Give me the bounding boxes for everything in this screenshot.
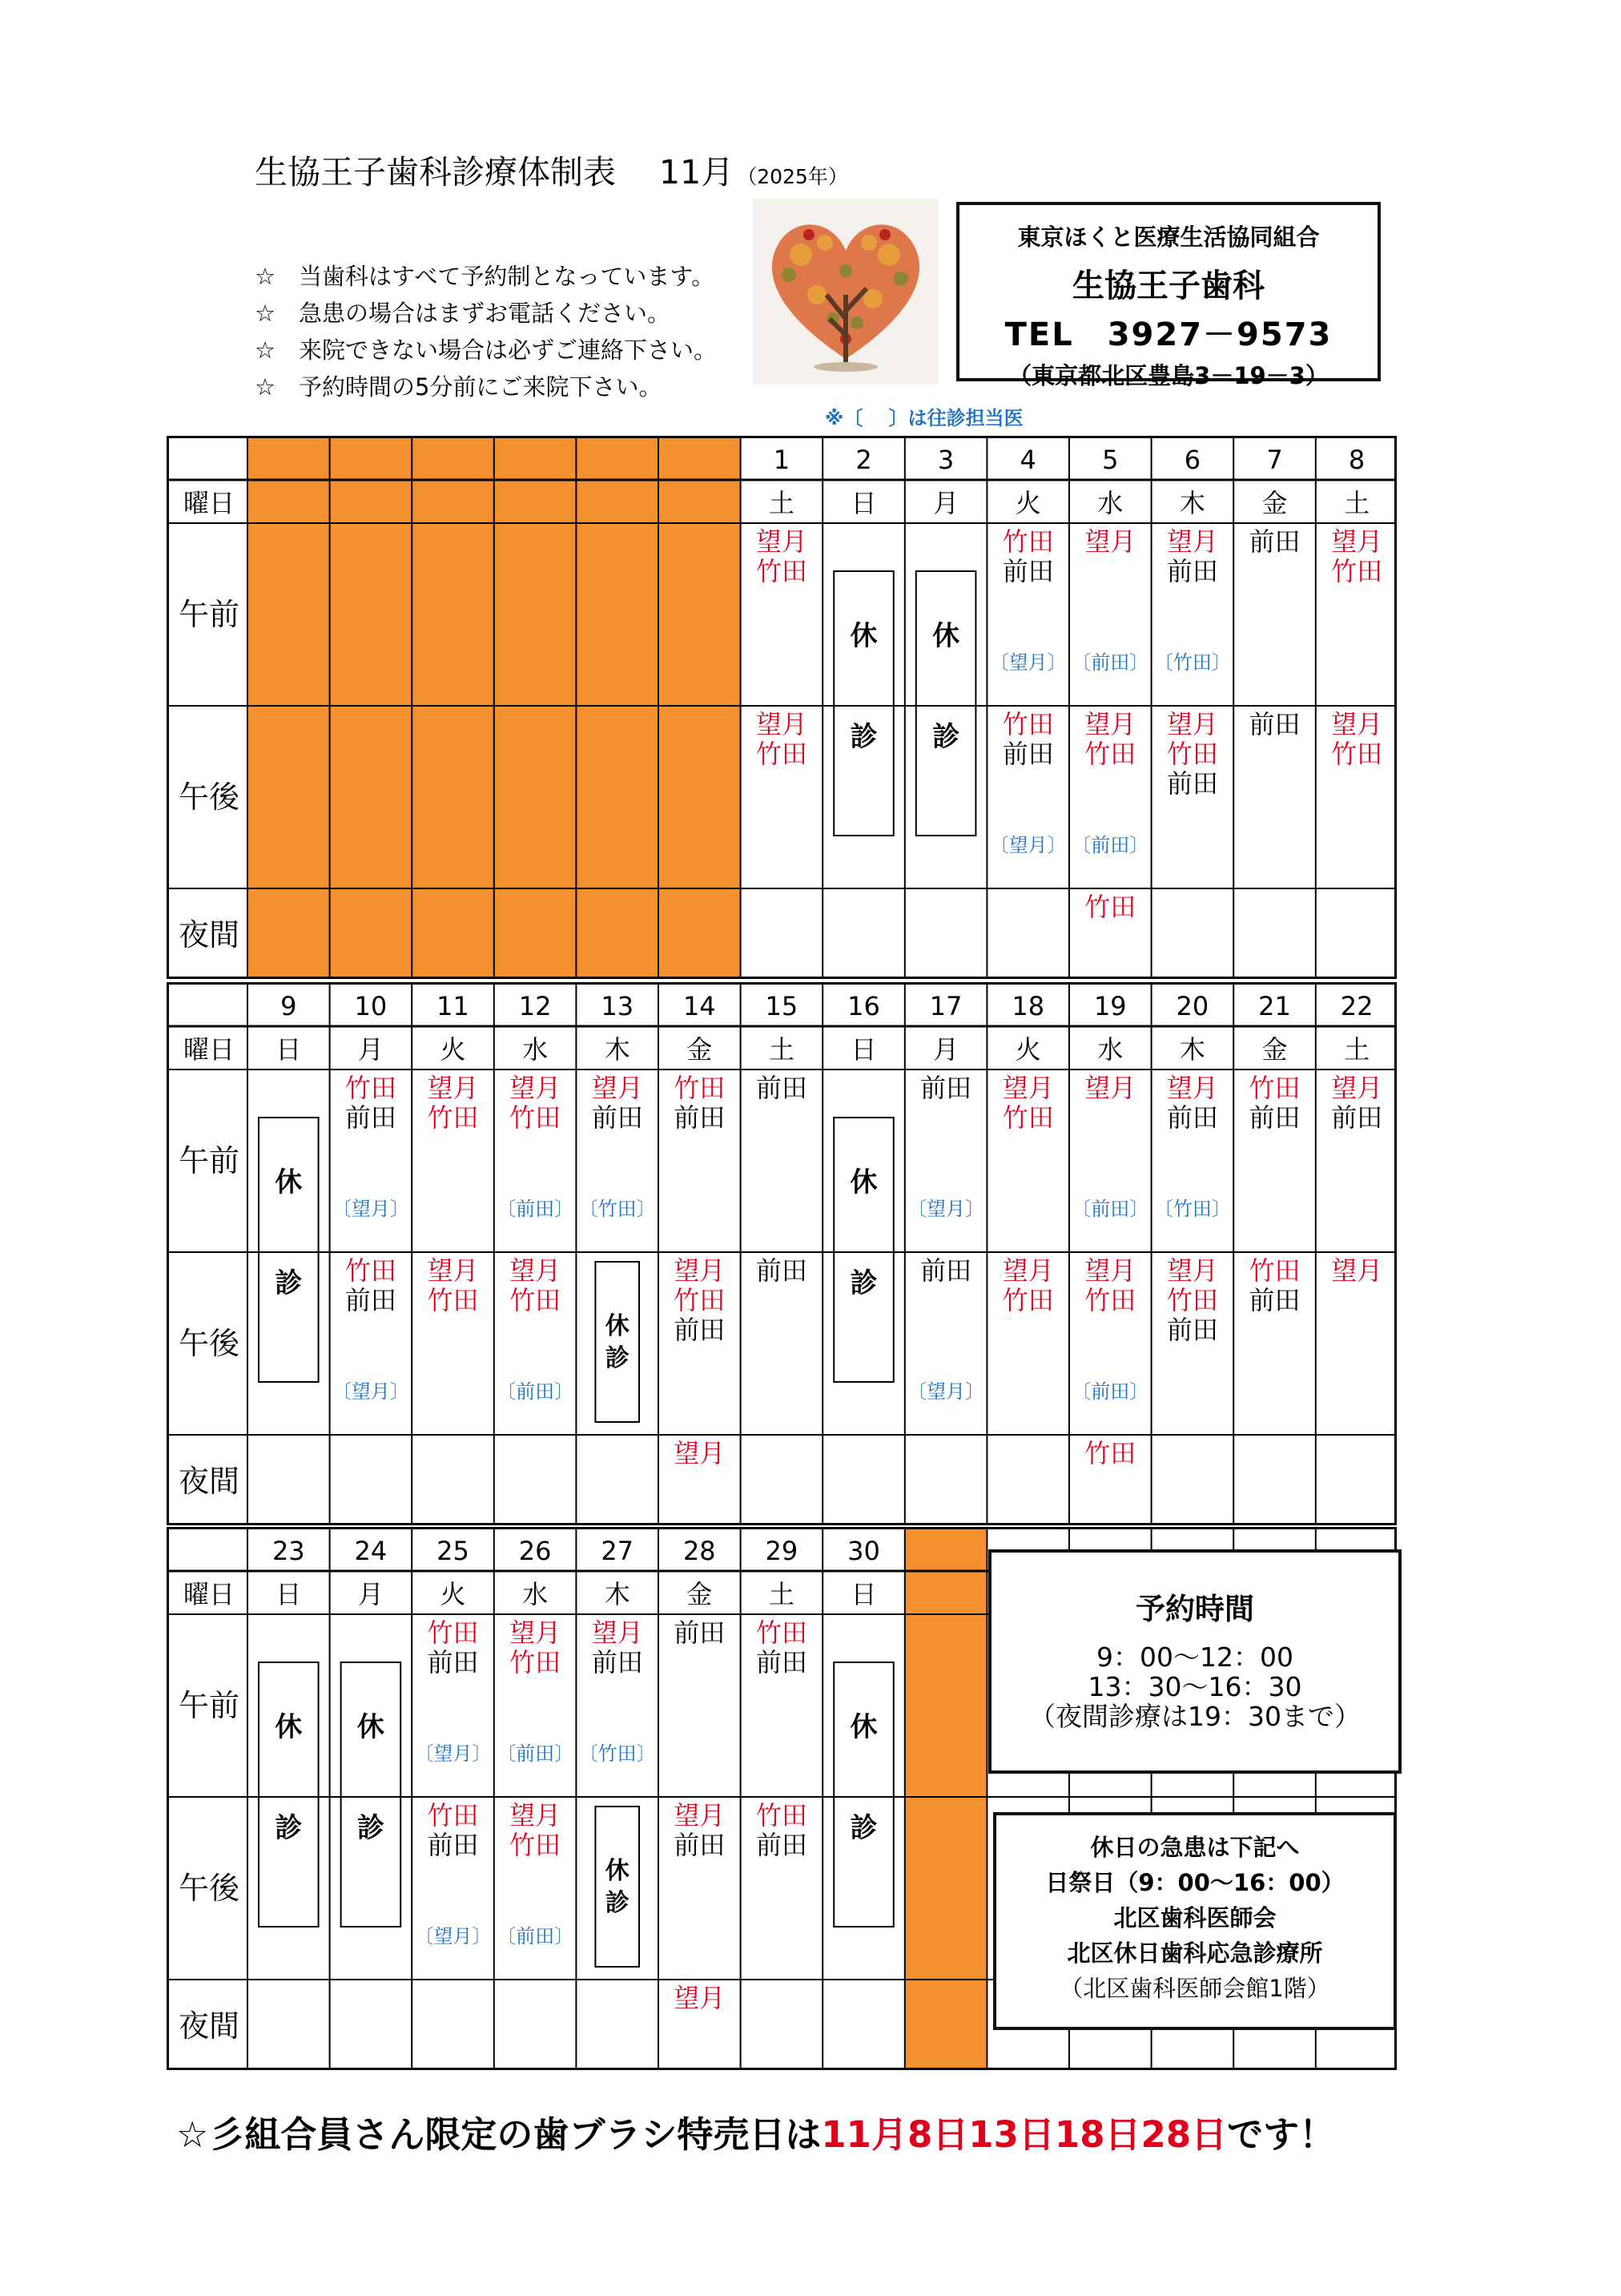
doctor-name: 前田 <box>674 1315 726 1345</box>
house-call-doctor: 〔望月〕 <box>989 834 1067 856</box>
weekday-label: 日 <box>276 1034 302 1065</box>
house-call-doctor: 〔前田〕 <box>1072 651 1149 674</box>
doctor-name: 望月 <box>1084 709 1136 739</box>
doctor-name: 竹田 <box>1002 1285 1054 1315</box>
doctor-name: 前田 <box>591 1102 643 1133</box>
closed-box <box>259 1662 319 1927</box>
doctor-name: 望月 <box>755 526 807 557</box>
house-call-doctor: 〔前田〕 <box>497 1380 574 1403</box>
weekday-label: 火 <box>1015 1034 1041 1065</box>
doctor-name: 前田 <box>755 1255 807 1286</box>
closed-box <box>259 1118 319 1382</box>
blank-day-cell <box>576 438 658 977</box>
autumn-heart-tree-illustration <box>753 199 939 385</box>
weekday-label: 土 <box>768 1034 794 1065</box>
house-call-doctor: 〔望月〕 <box>414 1925 492 1948</box>
weekday-label: 月 <box>357 1034 384 1065</box>
doctor-name: 竹田 <box>1249 1073 1301 1103</box>
doctor-name: 竹田 <box>755 556 807 586</box>
date-number: 22 <box>1340 991 1374 1021</box>
doctor-name: 前田 <box>920 1255 972 1286</box>
doctor-name: 竹田 <box>344 1073 396 1103</box>
weekday-label: 火 <box>1015 488 1041 518</box>
date-number: 28 <box>682 1536 716 1566</box>
weekday-label: 木 <box>1179 488 1205 518</box>
doctor-name: 望月 <box>1166 709 1218 739</box>
house-call-doctor: 〔望月〕 <box>989 651 1067 674</box>
closed-char: 診 <box>850 1267 878 1299</box>
notice-item: ☆ 来院できない場合は必ずご連絡下さい。 <box>255 336 717 364</box>
doctor-name: 前田 <box>674 1617 726 1648</box>
clinic-address: （東京都北区豊島3－19－3） <box>1008 362 1329 389</box>
closed-char: 診 <box>850 1812 878 1844</box>
weekday-label: 水 <box>1097 488 1124 518</box>
doctor-name: 竹田 <box>1331 556 1383 586</box>
holiday-line: 北区休日歯科応急診療所 <box>1067 1940 1323 1967</box>
doctor-name: 竹田 <box>1249 1255 1301 1286</box>
holiday-line: （北区歯科医師会館1階） <box>1060 1975 1330 2002</box>
closed-char: 診 <box>850 721 878 753</box>
closed-box <box>834 1118 894 1382</box>
doctor-name: 望月 <box>674 1438 726 1468</box>
footer-sale-note <box>176 2105 1335 2157</box>
holiday-line: 休日の急患は下記へ <box>1090 1834 1300 1861</box>
blank-day-cell <box>412 438 494 977</box>
date-number: 5 <box>1102 445 1119 475</box>
weekday-label: 土 <box>1344 488 1370 518</box>
notice-item: ☆ 当歯科はすべて予約制となっています。 <box>255 263 715 290</box>
weekday-label: 日 <box>851 1034 877 1065</box>
row-label-dow: 曜日 <box>183 1034 235 1065</box>
doctor-name: 望月 <box>1084 1073 1136 1103</box>
date-number: 3 <box>937 445 955 475</box>
row-label-am: 午前 <box>178 1143 240 1178</box>
appointment-line: 9：00～12：00 <box>1096 1641 1293 1673</box>
doctor-name: 望月 <box>509 1255 561 1286</box>
house-call-doctor: 〔前田〕 <box>1072 834 1149 856</box>
doctor-name: 前田 <box>755 1647 807 1678</box>
doctor-name: 望月 <box>755 709 807 739</box>
doctor-name: 望月 <box>674 1983 726 2013</box>
doctor-name: 竹田 <box>427 1102 479 1133</box>
doctor-name: 前田 <box>1002 739 1054 769</box>
row-label-dow: 曜日 <box>183 1579 235 1609</box>
doctor-name: 前田 <box>1166 1315 1218 1345</box>
closed-char: 診 <box>932 721 960 753</box>
weekday-label: 月 <box>933 488 959 518</box>
weekday-label: 木 <box>604 1579 630 1609</box>
doctor-name: 竹田 <box>509 1285 561 1315</box>
closed-char: 診 <box>356 1812 384 1844</box>
closed-char: 診 <box>275 1267 303 1299</box>
doctor-name: 竹田 <box>509 1647 561 1678</box>
doctor-name: 竹田 <box>1166 739 1218 769</box>
house-call-doctor: 〔竹田〕 <box>578 1742 656 1765</box>
weekday-label: 日 <box>276 1579 302 1609</box>
doctor-name: 竹田 <box>1002 526 1054 557</box>
doctor-name: 前田 <box>1166 556 1218 586</box>
date-number: 9 <box>280 991 297 1021</box>
doctor-name: 竹田 <box>1084 739 1136 769</box>
doctor-name: 前田 <box>920 1073 972 1103</box>
doctor-name: 望月 <box>1166 526 1218 557</box>
house-call-doctor: 〔竹田〕 <box>1153 651 1231 674</box>
closed-char: 診 <box>605 1889 629 1917</box>
notice-list <box>255 258 717 405</box>
doctor-name: 望月 <box>1331 1073 1383 1103</box>
doctor-name: 前田 <box>1249 709 1301 739</box>
doctor-name: 前田 <box>591 1647 643 1678</box>
appointment-hours-box <box>988 1549 1402 1774</box>
notice-item: ☆ 急患の場合はまずお電話ください。 <box>255 300 670 327</box>
doctor-name: 前田 <box>1166 1102 1218 1133</box>
doctor-name: 前田 <box>1002 556 1054 586</box>
closed-char: 休 <box>850 620 878 652</box>
clinic-name: 生協王子歯科 <box>1072 268 1265 304</box>
row-label-nt: 夜間 <box>178 2008 240 2044</box>
doctor-name: 望月 <box>509 1073 561 1103</box>
date-number: 20 <box>1176 991 1209 1021</box>
date-number: 11 <box>436 991 469 1021</box>
date-number: 13 <box>601 991 634 1021</box>
weekday-label: 水 <box>522 1034 549 1065</box>
doctor-name: 前田 <box>1249 526 1301 557</box>
row-label-pm: 午後 <box>178 779 240 815</box>
weekday-label: 金 <box>686 1579 713 1609</box>
doctor-name: 前田 <box>674 1102 726 1133</box>
notice-item: ☆ 予約時間の5分前にご来院下さい。 <box>255 373 662 401</box>
doctor-name: 竹田 <box>674 1285 726 1315</box>
closed-char: 休 <box>605 1857 629 1885</box>
doctor-name: 竹田 <box>755 1617 807 1648</box>
blank-day-cell <box>905 1529 987 2068</box>
doctor-name: 前田 <box>344 1285 396 1315</box>
doctor-name: 望月 <box>427 1255 479 1286</box>
house-call-doctor: 〔望月〕 <box>907 1380 985 1403</box>
doctor-name: 前田 <box>427 1647 479 1678</box>
date-number: 14 <box>682 991 716 1021</box>
doctor-name: 望月 <box>1166 1255 1218 1286</box>
house-call-doctor: 〔前田〕 <box>497 1198 574 1220</box>
doctor-name: 望月 <box>1331 709 1383 739</box>
date-number: 17 <box>929 991 963 1021</box>
doctor-name: 前田 <box>1249 1285 1301 1315</box>
row-label-nt: 夜間 <box>178 1464 240 1499</box>
closed-char: 診 <box>275 1812 303 1844</box>
closed-char: 休 <box>932 620 960 652</box>
weekday-label: 土 <box>768 1579 794 1609</box>
date-number: 19 <box>1093 991 1127 1021</box>
weekday-label: 火 <box>440 1579 466 1609</box>
closed-box <box>834 1662 894 1927</box>
house-call-doctor: 〔前田〕 <box>1072 1380 1149 1403</box>
doctor-name: 竹田 <box>1002 1102 1054 1133</box>
date-number: 25 <box>436 1536 469 1566</box>
date-number: 1 <box>773 445 790 475</box>
calendar-grid <box>169 438 1394 977</box>
closed-box <box>834 571 894 836</box>
row-label-dow: 曜日 <box>183 488 235 518</box>
doctor-name: 望月 <box>1002 1255 1054 1286</box>
doctor-name: 竹田 <box>1002 709 1054 739</box>
row-label-am: 午前 <box>178 597 240 632</box>
house-call-doctor: 〔前田〕 <box>497 1742 574 1765</box>
weekday-label: 水 <box>1097 1034 1124 1065</box>
calendar-week-2 <box>167 982 1397 1525</box>
doctor-name: 竹田 <box>427 1285 479 1315</box>
doctor-name: 望月 <box>1331 526 1383 557</box>
closed-char: 休 <box>275 1166 303 1198</box>
closed-box <box>595 1262 639 1422</box>
doctor-name: 前田 <box>1166 768 1218 799</box>
weekday-label: 日 <box>851 488 877 518</box>
doctor-name: 望月 <box>674 1255 726 1286</box>
date-number: 18 <box>1012 991 1045 1021</box>
doctor-name: 望月 <box>509 1800 561 1831</box>
holiday-line: 北区歯科医師会 <box>1113 1904 1277 1931</box>
title-year: （2025年） <box>737 165 848 188</box>
doctor-name: 前田 <box>755 1830 807 1860</box>
doctor-name: 竹田 <box>509 1102 561 1133</box>
date-number: 24 <box>354 1536 388 1566</box>
doctor-name: 竹田 <box>674 1073 726 1103</box>
house-call-doctor: 〔望月〕 <box>907 1198 985 1220</box>
weekday-label: 木 <box>604 1034 630 1065</box>
house-call-note: ※〔 〕は往診担当医 <box>825 407 1024 429</box>
date-number: 26 <box>518 1536 552 1566</box>
doctor-name: 望月 <box>1002 1073 1054 1103</box>
doctor-name: 竹田 <box>1331 739 1383 769</box>
doctor-name: 竹田 <box>427 1617 479 1648</box>
closed-box <box>916 571 976 836</box>
holiday-line: 日祭日（9：00～16：00） <box>1045 1869 1345 1896</box>
closed-char: 休 <box>850 1711 878 1743</box>
weekday-label: 土 <box>768 488 794 518</box>
doctor-name: 前田 <box>1249 1102 1301 1133</box>
weekday-label: 月 <box>357 1579 384 1609</box>
blank-day-cell <box>494 438 577 977</box>
row-label-nt: 夜間 <box>178 917 240 953</box>
title-text: 生協王子歯科診療体制表 11月 <box>255 153 734 191</box>
clinic-info-box <box>956 202 1381 389</box>
blank-day-cell <box>658 438 741 977</box>
date-number: 27 <box>601 1536 634 1566</box>
holiday-emergency-box <box>993 1812 1397 2030</box>
footer-dates: 11月8日13日18日28日 <box>821 2113 1228 2156</box>
house-call-doctor: 〔竹田〕 <box>1153 1198 1231 1220</box>
doctor-name: 望月 <box>509 1617 561 1648</box>
house-call-doctor: 〔竹田〕 <box>578 1198 656 1220</box>
calendar-week-1 <box>167 436 1397 979</box>
blank-day-cell <box>330 438 412 977</box>
closed-char: 休 <box>356 1711 384 1743</box>
footer-prefix: ☆彡組合員さん限定の歯ブラシ特売日は <box>176 2113 822 2156</box>
date-number: 6 <box>1184 445 1201 475</box>
clinic-org: 東京ほくと医療生活協同組合 <box>1017 224 1320 251</box>
date-number: 16 <box>847 991 880 1021</box>
weekday-label: 火 <box>440 1034 466 1065</box>
closed-char: 休 <box>605 1312 629 1340</box>
date-number: 4 <box>1020 445 1036 475</box>
house-call-doctor: 〔前田〕 <box>497 1925 574 1948</box>
doctor-name: 竹田 <box>509 1830 561 1860</box>
doctor-name: 前田 <box>674 1830 726 1860</box>
date-number: 12 <box>518 991 552 1021</box>
doctor-name: 竹田 <box>1084 892 1136 922</box>
house-call-doctor: 〔望月〕 <box>414 1742 492 1765</box>
weekday-label: 木 <box>1179 1034 1205 1065</box>
doctor-name: 望月 <box>591 1073 643 1103</box>
appointment-line: （夜間診療は19：30まで） <box>1029 1701 1361 1732</box>
doctor-name: 望月 <box>1166 1073 1218 1103</box>
doctor-name: 望月 <box>427 1073 479 1103</box>
doctor-name: 望月 <box>591 1617 643 1648</box>
date-number: 7 <box>1266 445 1283 475</box>
house-call-doctor: 〔前田〕 <box>1072 1198 1149 1220</box>
doctor-name: 竹田 <box>1084 1438 1136 1468</box>
footer-suffix: です！ <box>1227 2113 1336 2156</box>
date-number: 23 <box>272 1536 305 1566</box>
closed-char: 休 <box>850 1166 878 1198</box>
doctor-name: 竹田 <box>1084 1285 1136 1315</box>
house-call-doctor: 〔望月〕 <box>332 1198 409 1220</box>
closed-char: 休 <box>275 1711 303 1743</box>
weekday-label: 土 <box>1344 1034 1370 1065</box>
doctor-name: 前田 <box>344 1102 396 1133</box>
doctor-name: 望月 <box>1084 526 1136 557</box>
row-label-pm: 午後 <box>178 1326 240 1361</box>
doctor-name: 前田 <box>427 1830 479 1860</box>
page-title <box>255 146 848 193</box>
calendar-grid <box>169 985 1394 1523</box>
closed-box <box>341 1662 401 1927</box>
weekday-label: 金 <box>1261 1034 1288 1065</box>
weekday-label: 月 <box>933 1034 959 1065</box>
weekday-label: 水 <box>522 1579 549 1609</box>
doctor-name: 望月 <box>1331 1255 1383 1286</box>
weekday-label: 日 <box>851 1579 877 1609</box>
date-number: 8 <box>1348 445 1366 475</box>
row-label-am: 午前 <box>178 1688 240 1723</box>
doctor-name: 竹田 <box>427 1800 479 1831</box>
date-number: 30 <box>847 1536 880 1566</box>
date-number: 21 <box>1258 991 1291 1021</box>
row-label-pm: 午後 <box>178 1871 240 1906</box>
doctor-name: 竹田 <box>755 739 807 769</box>
appointment-heading: 予約時間 <box>1136 1592 1254 1626</box>
closed-box <box>595 1807 639 1967</box>
date-number: 15 <box>765 991 798 1021</box>
date-number: 10 <box>354 991 388 1021</box>
doctor-name: 望月 <box>674 1800 726 1831</box>
house-call-doctor: 〔望月〕 <box>332 1380 409 1403</box>
doctor-name: 竹田 <box>344 1255 396 1286</box>
doctor-name: 前田 <box>755 1073 807 1103</box>
date-number: 29 <box>765 1536 798 1566</box>
blank-day-cell <box>247 438 330 977</box>
weekday-label: 金 <box>1261 488 1288 518</box>
date-number: 2 <box>855 445 872 475</box>
doctor-name: 竹田 <box>1166 1285 1218 1315</box>
doctor-name: 望月 <box>1084 1255 1136 1286</box>
doctor-name: 竹田 <box>755 1800 807 1831</box>
appointment-line: 13：30～16：30 <box>1088 1671 1302 1702</box>
doctor-name: 前田 <box>1331 1102 1383 1133</box>
closed-char: 診 <box>605 1344 629 1372</box>
weekday-label: 金 <box>686 1034 713 1065</box>
clinic-tel: TEL 3927－9573 <box>1004 316 1333 353</box>
